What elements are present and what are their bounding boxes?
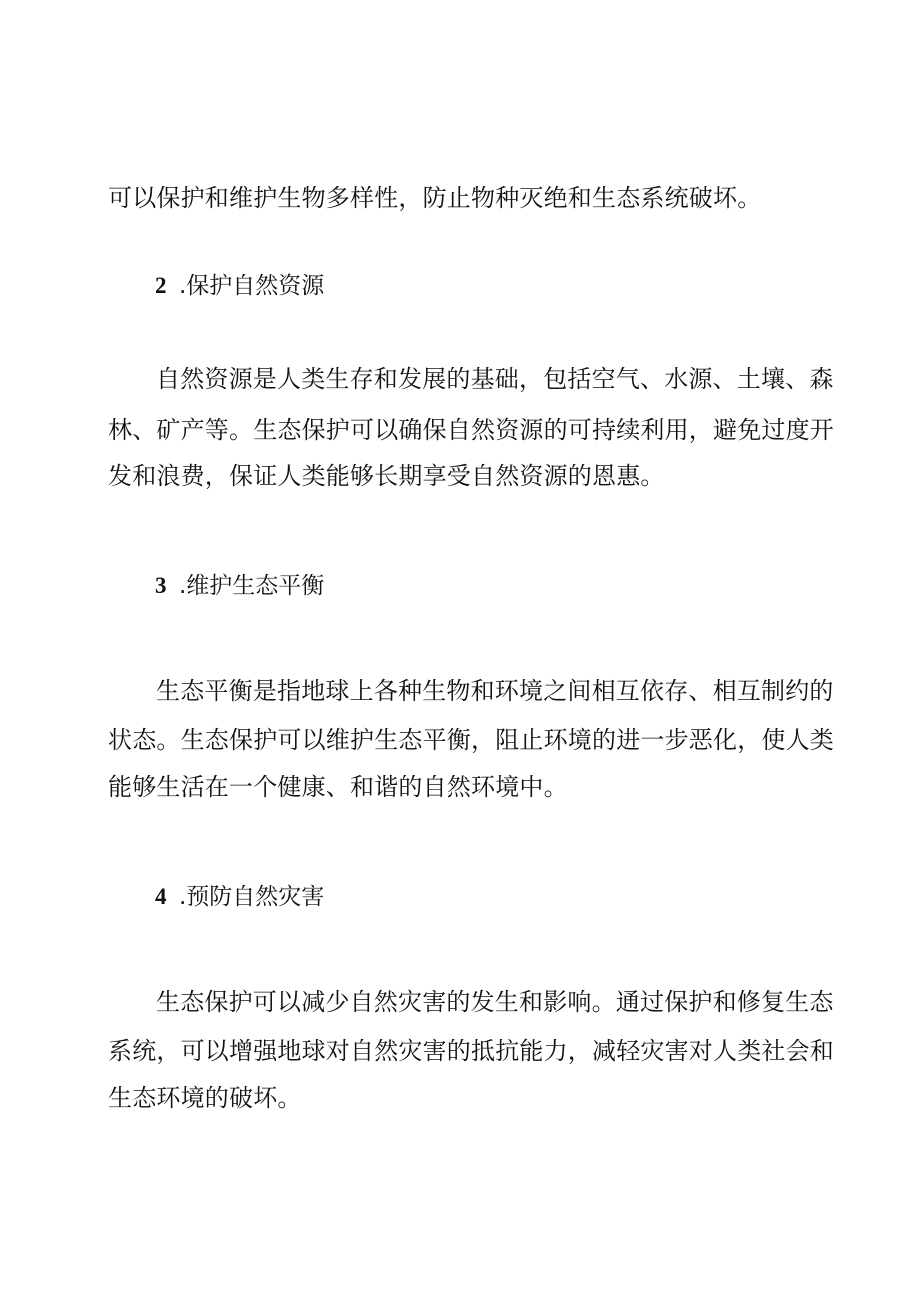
section-title: .维护生态平衡 [179,573,325,599]
paragraph-line: 生态平衡是指地球上各种生物和环境之间相互依存、相互制约的 [156,677,834,705]
section-heading-3 [155,574,324,598]
paragraph-line: 林、矿产等。生态保护可以确保自然资源的可持续利用，避免过度开 [108,416,834,444]
paragraph-line: 自然资源是人类生存和发展的基础，包括空气、水源、土壤、森 [156,365,834,393]
section-number: 3 [155,573,167,598]
paragraph-line: 生态环境的破坏。 [108,1084,302,1112]
section-number: 4 [155,884,167,909]
paragraph-line: 状态。生态保护可以维护生态平衡，阻止环境的进一步恶化，使人类 [108,726,834,754]
section-title: .保护自然资源 [179,273,325,299]
section-heading-4 [155,885,324,909]
paragraph-line: 生态保护可以减少自然灾害的发生和影响。通过保护和修复生态 [156,988,834,1016]
section-heading-2 [155,274,324,298]
paragraph-line: 能够生活在一个健康、和谐的自然环境中。 [108,773,568,801]
section-number: 2 [155,273,167,298]
section-title: .预防自然灾害 [179,884,325,910]
intro-paragraph-line: 可以保护和维护生物多样性，防止物种灭绝和生态系统破坏。 [108,184,762,212]
paragraph-line: 系统，可以增强地球对自然灾害的抵抗能力，减轻灾害对人类社会和 [108,1037,834,1065]
paragraph-line: 发和浪费，保证人类能够长期享受自然资源的恩惠。 [108,462,665,490]
